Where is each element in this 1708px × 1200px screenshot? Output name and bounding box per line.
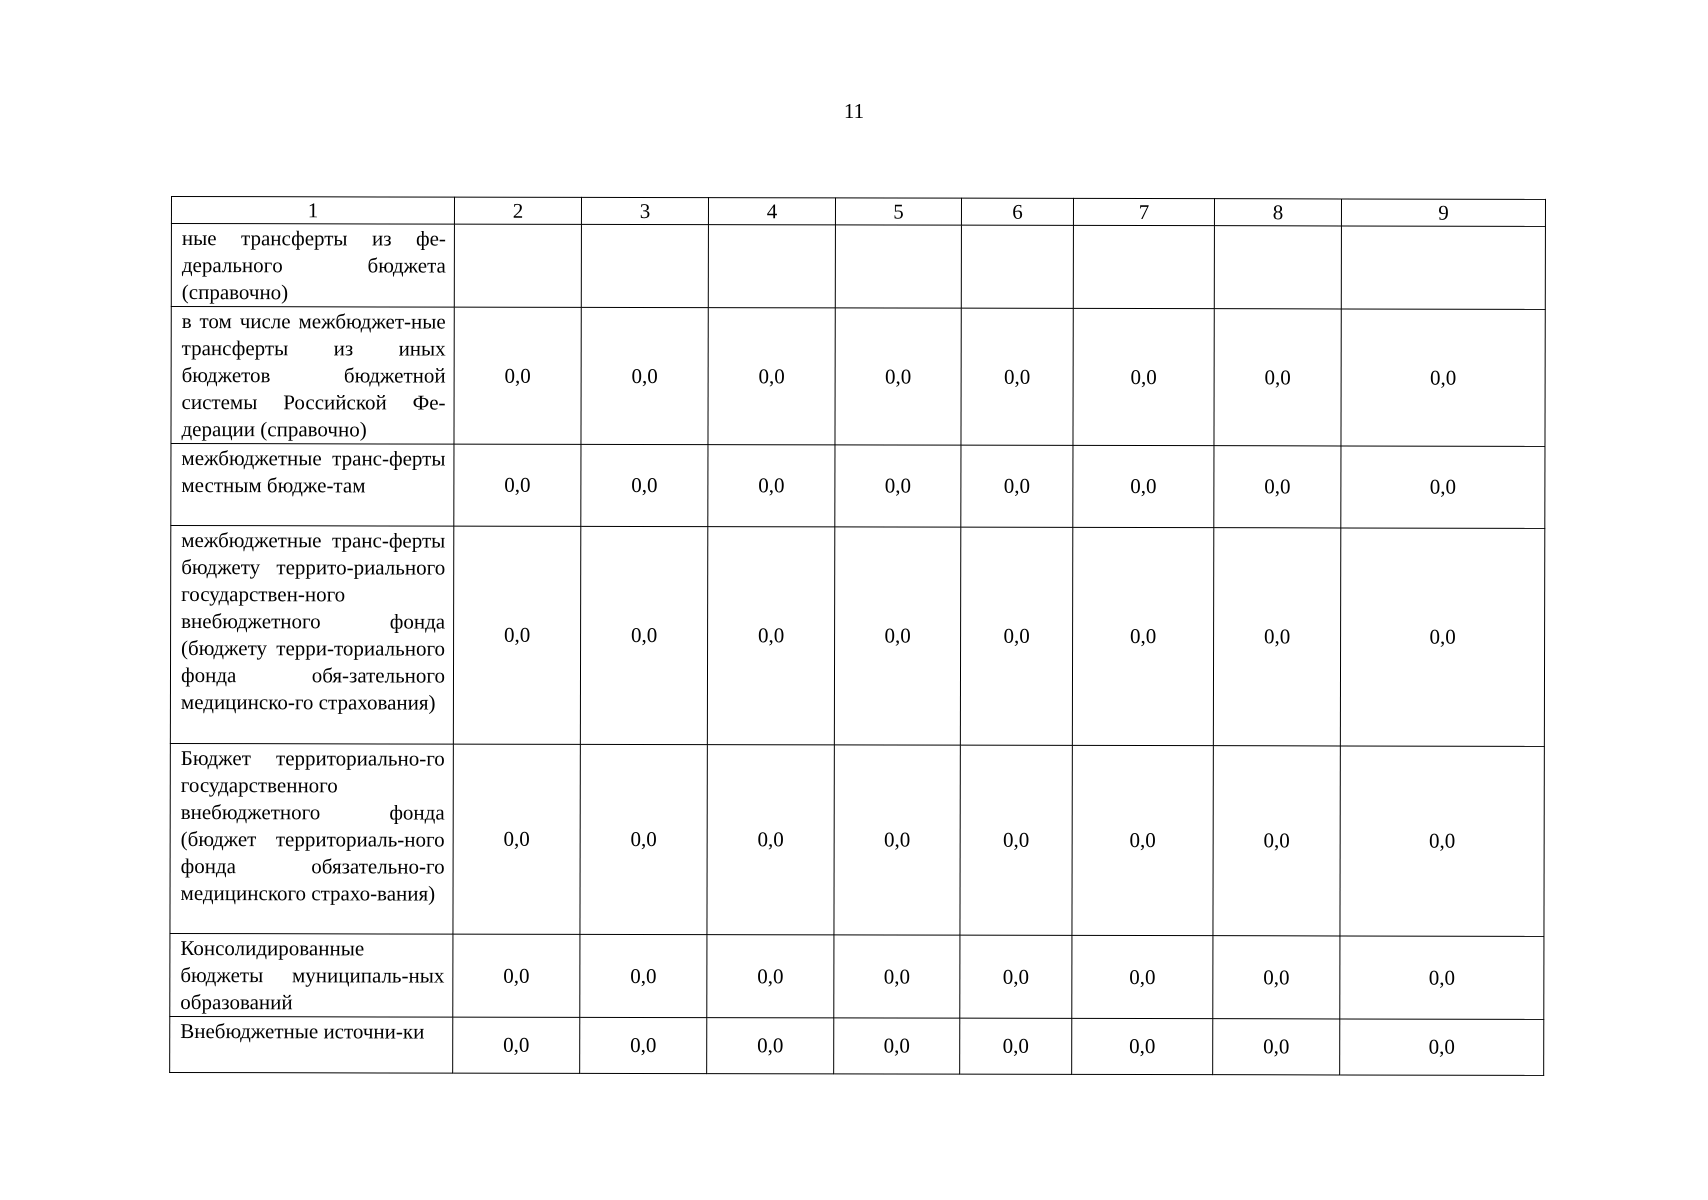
row-label: Бюджет территориально-го государственного внебюджетного фонда (бюджет территориаль-ного фонда обязательно-го медицинского страхо-вания) (170, 743, 453, 934)
value-cell: 0,0 (580, 526, 707, 744)
value-cell (454, 224, 581, 307)
value-cell: 0,0 (580, 1017, 707, 1073)
table-container (169, 196, 1545, 1076)
value-cell: 0,0 (960, 1018, 1072, 1074)
row-label: ные трансферты из фе-деральногo бюджета (справочно) (171, 224, 454, 308)
value-cell: 0,0 (834, 745, 960, 935)
value-cell: 0,0 (707, 527, 834, 745)
value-cell: 0,0 (1341, 309, 1545, 446)
row-label: межбюджетные транс-ферты местным бюдже-там (171, 444, 454, 527)
value-cell (835, 225, 961, 308)
value-cell: 0,0 (581, 307, 708, 444)
value-cell: 0,0 (960, 745, 1072, 935)
value-cell: 0,0 (835, 308, 961, 445)
value-cell: 0,0 (454, 444, 581, 526)
value-cell: 0,0 (1073, 308, 1214, 445)
value-cell: 0,0 (1072, 745, 1213, 935)
column-header: 1 (171, 197, 454, 225)
value-cell: 0,0 (453, 1017, 580, 1073)
value-cell: 0,0 (1072, 935, 1213, 1018)
value-cell (1341, 226, 1545, 309)
budget-table (169, 196, 1546, 1076)
value-cell: 0,0 (708, 445, 835, 527)
value-cell: 0,0 (1340, 528, 1544, 746)
value-cell: 0,0 (961, 308, 1073, 445)
value-cell: 0,0 (580, 744, 707, 934)
value-cell: 0,0 (1072, 1018, 1213, 1074)
column-header: 7 (1073, 198, 1214, 225)
row-label: межбюджетные транс-ферты бюджету террито-риального государствен-ного внебюджетного фонда (бюджету терри-ториального фонда обя-зательного медицинско-го страхования) (170, 526, 453, 745)
value-cell: 0,0 (707, 935, 834, 1018)
table-row (170, 743, 1544, 936)
value-cell: 0,0 (1214, 309, 1341, 446)
value-cell: 0,0 (1213, 528, 1340, 746)
value-cell: 0,0 (961, 445, 1073, 527)
column-header: 2 (454, 197, 581, 224)
value-cell (581, 224, 708, 307)
value-cell: 0,0 (454, 307, 581, 444)
value-cell: 0,0 (1073, 445, 1214, 527)
value-cell: 0,0 (834, 1018, 960, 1074)
value-cell: 0,0 (834, 935, 960, 1018)
value-cell: 0,0 (1213, 936, 1340, 1019)
value-cell: 0,0 (581, 444, 708, 526)
table-row (170, 526, 1544, 747)
row-label: в том числе межбюджет-ные трансферты из иных бюджетов бюджетной системы Российской Фе-дерации (справочно) (171, 307, 454, 445)
value-cell: 0,0 (1213, 1019, 1340, 1075)
value-cell: 0,0 (1340, 1019, 1544, 1075)
value-cell: 0,0 (1072, 527, 1213, 745)
value-cell: 0,0 (708, 308, 835, 445)
value-cell: 0,0 (707, 1018, 834, 1074)
column-header: 6 (961, 198, 1073, 225)
value-cell: 0,0 (834, 527, 960, 745)
value-cell: 0,0 (453, 744, 580, 934)
table-row (171, 307, 1545, 447)
table-row (170, 933, 1544, 1019)
value-cell: 0,0 (1214, 446, 1341, 528)
value-cell (1214, 226, 1341, 309)
row-label: Внебюджетные источни-ки (170, 1016, 453, 1073)
value-cell: 0,0 (580, 934, 707, 1017)
page-number: 11 (843, 99, 865, 123)
column-header: 4 (708, 198, 835, 225)
value-cell: 0,0 (960, 527, 1072, 745)
value-cell: 0,0 (453, 934, 580, 1017)
value-cell: 0,0 (1340, 746, 1544, 936)
column-header: 9 (1341, 199, 1545, 226)
value-cell: 0,0 (835, 445, 961, 527)
value-cell: 0,0 (707, 745, 834, 935)
table-row (170, 1016, 1544, 1075)
column-header: 3 (581, 197, 708, 224)
table-row (171, 224, 1545, 310)
value-cell: 0,0 (1213, 746, 1340, 936)
value-cell: 0,0 (1340, 936, 1544, 1019)
value-cell: 0,0 (1341, 446, 1545, 528)
value-cell (961, 225, 1073, 308)
header-row (171, 197, 1545, 227)
row-label: Консолидированные бюджеты муниципаль-ных образований (170, 933, 453, 1017)
column-header: 8 (1214, 199, 1341, 226)
value-cell: 0,0 (960, 935, 1072, 1018)
value-cell (1073, 225, 1214, 308)
value-cell: 0,0 (453, 526, 580, 744)
table-row (171, 444, 1545, 529)
column-header: 5 (835, 198, 961, 225)
value-cell (708, 225, 835, 308)
